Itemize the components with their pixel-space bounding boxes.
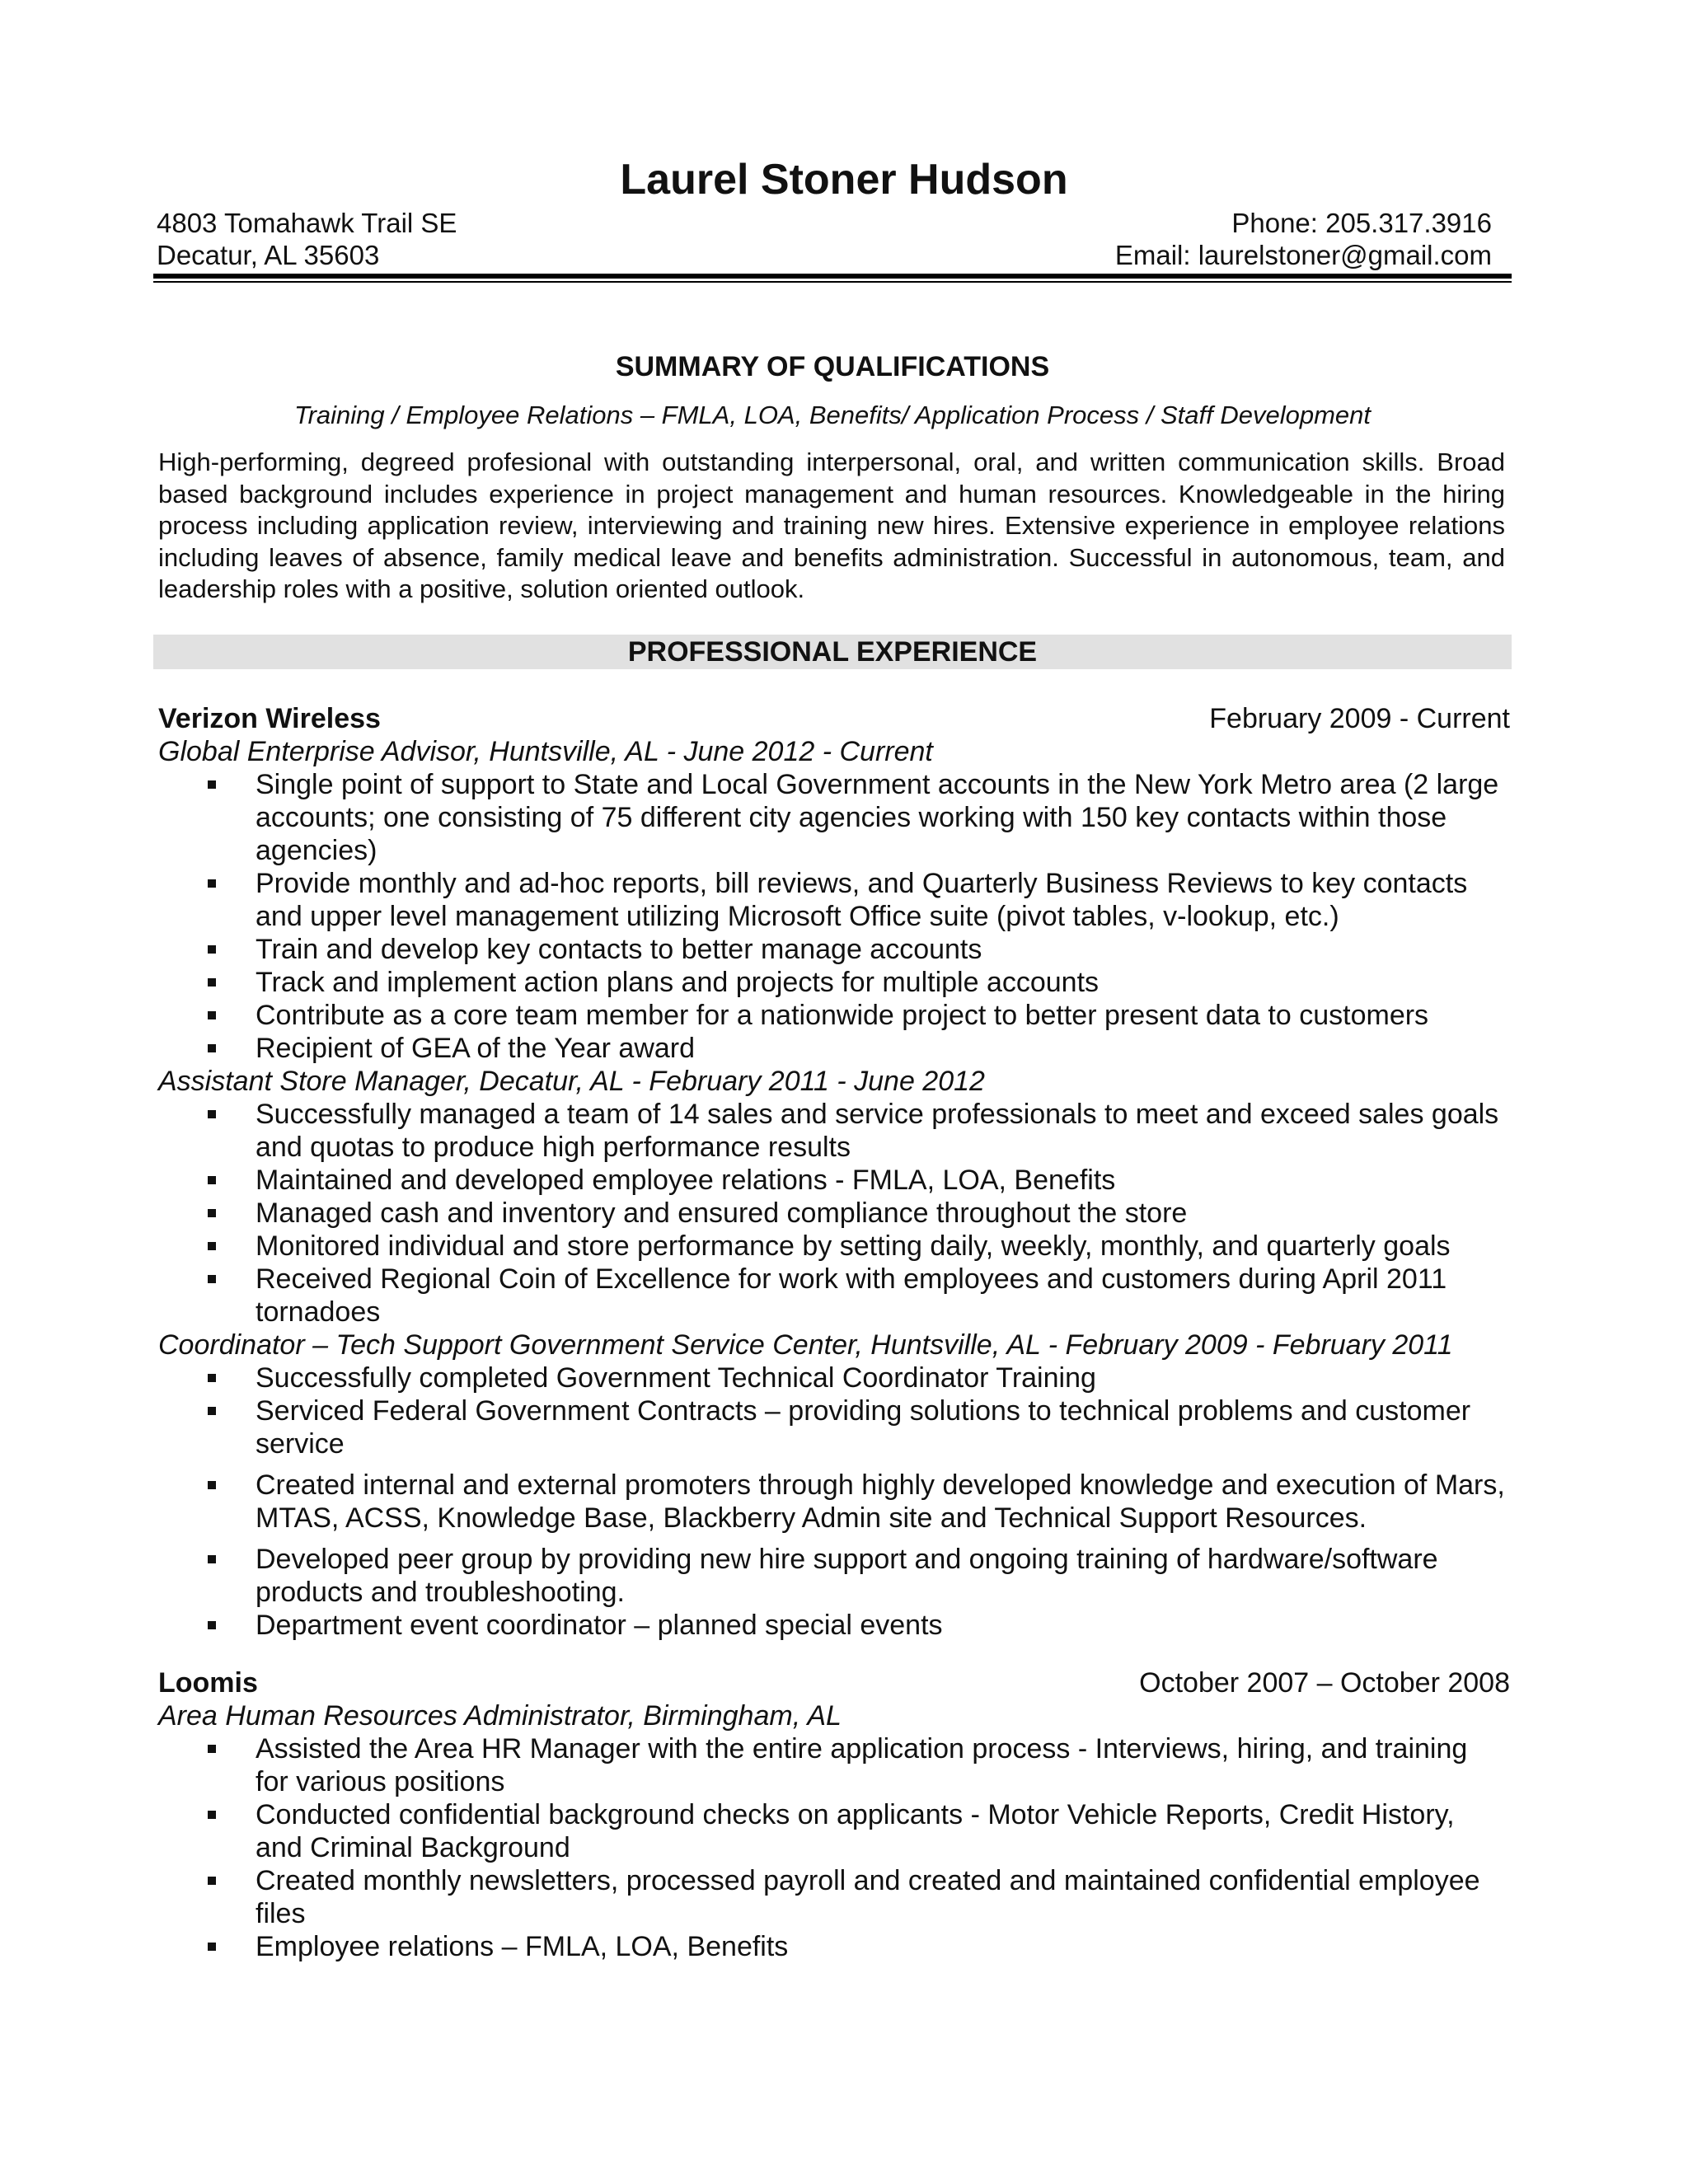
bullet-item: Contribute as a core team member for a nationwide project to better present data to customers [158,999,1510,1032]
candidate-name: Laurel Stoner Hudson [620,156,1068,204]
role-title: Assistant Store Manager, Decatur, AL - February 2011 - June 2012 [158,1066,985,1097]
bullet-item: Developed peer group by providing new hire support and ongoing training of hardware/software products and troubleshooting. [158,1543,1510,1609]
bullet-item: Maintained and developed employee relations - FMLA, LOA, Benefits [158,1164,1510,1197]
employer-name: Verizon Wireless [158,703,381,734]
bullet-item: Managed cash and inventory and ensured compliance throughout the store [158,1197,1510,1230]
bullet-item: Train and develop key contacts to better manage accounts [158,933,1510,966]
role-bullets [158,1732,1510,1963]
summary-text: High-performing, degreed profesional with outstanding interpersonal, oral, and written communication skills. Broad based background includes experience in project management and human resources. Knowledgeable in the hiring process including application review, interviewing and training new hires. Extensive experience in employee relations including leaves of absence, family medical leave and benefits administration. Successful in autonomous, team, and leadership roles with a positive, solution oriented outlook. [158,448,1505,603]
job-loomis [158,1666,1510,1963]
bullet-item: Successfully completed Government Technical Coordinator Training [158,1361,1510,1394]
header-divider-thick [153,274,1512,279]
bullet-item: Single point of support to State and Local Government accounts in the New York Metro area (2 large accounts; one consisting of 75 different city agencies working with 150 key contacts within those agencies) [158,768,1510,867]
bullet-item: Monitored individual and store performance by setting daily, weekly, monthly, and quarterly goals [158,1230,1510,1263]
role-title: Area Human Resources Administrator, Birmingham, AL [158,1700,842,1732]
experience-title: PROFESSIONAL EXPERIENCE [153,635,1512,669]
bullet-item: Received Regional Coin of Excellence for work with employees and customers during April 2011 tornadoes [158,1263,1510,1329]
role-bullets [158,768,1510,1065]
summary-tagline: Training / Employee Relations – FMLA, LOA, Benefits/ Application Process / Staff Development [293,401,1372,429]
header-divider-thin [153,281,1512,283]
employer-row [158,702,1510,735]
role-title: Global Enterprise Advisor, Huntsville, AL - June 2012 - Current [158,736,933,767]
role-title: Coordinator – Tech Support Government Service Center, Huntsville, AL - February 2009 - February 2011 [158,1329,1453,1361]
role-bullets [158,1361,1510,1642]
address-line-2: Decatur, AL 35603 [157,240,380,270]
job-verizon [158,702,1510,1642]
employer-name: Loomis [158,1667,258,1699]
bullet-item: Assisted the Area HR Manager with the entire application process - Interviews, hiring, and training for various positions [158,1732,1510,1798]
bullet-item: Successfully managed a team of 14 sales and service professionals to meet and exceed sales goals and quotas to produce high performance results [158,1098,1510,1164]
role-bullets [158,1098,1510,1329]
bullet-item: Department event coordinator – planned special events [158,1609,1510,1642]
bullet-item: Recipient of GEA of the Year award [158,1032,1510,1065]
address-line-1: 4803 Tomahawk Trail SE [157,208,457,238]
bullet-item: Serviced Federal Government Contracts – providing solutions to technical problems and customer service [158,1394,1510,1460]
contact-row-1 [157,208,1492,239]
bullet-item: Track and implement action plans and projects for multiple accounts [158,966,1510,999]
email: Email: laurelstoner@gmail.com [1114,240,1492,270]
bullet-item: Created monthly newsletters, processed payroll and created and maintained confidential employee files [158,1864,1510,1930]
contact-row-2 [157,240,1492,271]
bullet-item: Employee relations – FMLA, LOA, Benefits [158,1930,1510,1963]
bullet-item: Created internal and external promoters through highly developed knowledge and execution of Mars, MTAS, ACSS, Knowledge Base, Blackberry Admin site and Technical Support Resources. [158,1469,1510,1535]
employer-row [158,1666,1510,1699]
employment-dates: October 2007 – October 2008 [1139,1667,1510,1699]
summary-title: SUMMARY OF QUALIFICATIONS [615,351,1050,382]
bullet-item: Provide monthly and ad-hoc reports, bill reviews, and Quarterly Business Reviews to key contacts and upper level management utilizing Microsoft Office suite (pivot tables, v-lookup, etc.) [158,867,1510,933]
employment-dates: February 2009 - Current [1209,703,1510,734]
bullet-item: Conducted confidential background checks on applicants - Motor Vehicle Reports, Credit History, and Criminal Background [158,1798,1510,1864]
phone: Phone: 205.317.3916 [1231,208,1492,238]
